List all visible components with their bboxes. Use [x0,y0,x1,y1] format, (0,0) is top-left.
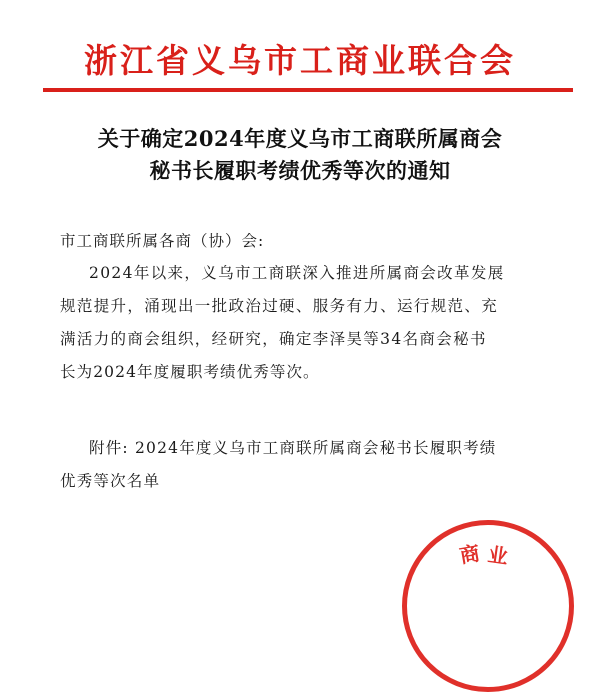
attachment-line-1: 附件: 2024年度义乌市工商联所属商会秘书长履职考绩 [89,439,497,457]
organization-header: 浙江省义乌市工商业联合会 [84,41,516,80]
svg-text:商: 商 [457,540,482,568]
paragraph-line-4: 长为2024年度履职考绩优秀等次。 [60,363,320,381]
paragraph-line-2: 规范提升，涌现出一批政治过硬、服务有力、运行规范、充 [60,297,499,315]
red-divider-rule [43,88,573,92]
notice-title-line-1: 关于确定2024年度义乌市工商联所属商会 [97,126,503,151]
svg-text:业: 业 [486,542,510,569]
official-seal-lettering [413,537,563,577]
salutation: 市工商联所属各商（协）会: [60,232,265,250]
paragraph-line-1: 2024年以来，义乌市工商联深入推进所属商会改革发展 [89,264,505,282]
attachment-line-2: 优秀等次名单 [60,472,161,490]
notice-title-line-2: 秘书长履职考绩优秀等次的通知 [149,158,451,183]
paragraph-line-3: 满活力的商会组织，经研究，确定李泽昊等34名商会秘书 [60,330,487,348]
